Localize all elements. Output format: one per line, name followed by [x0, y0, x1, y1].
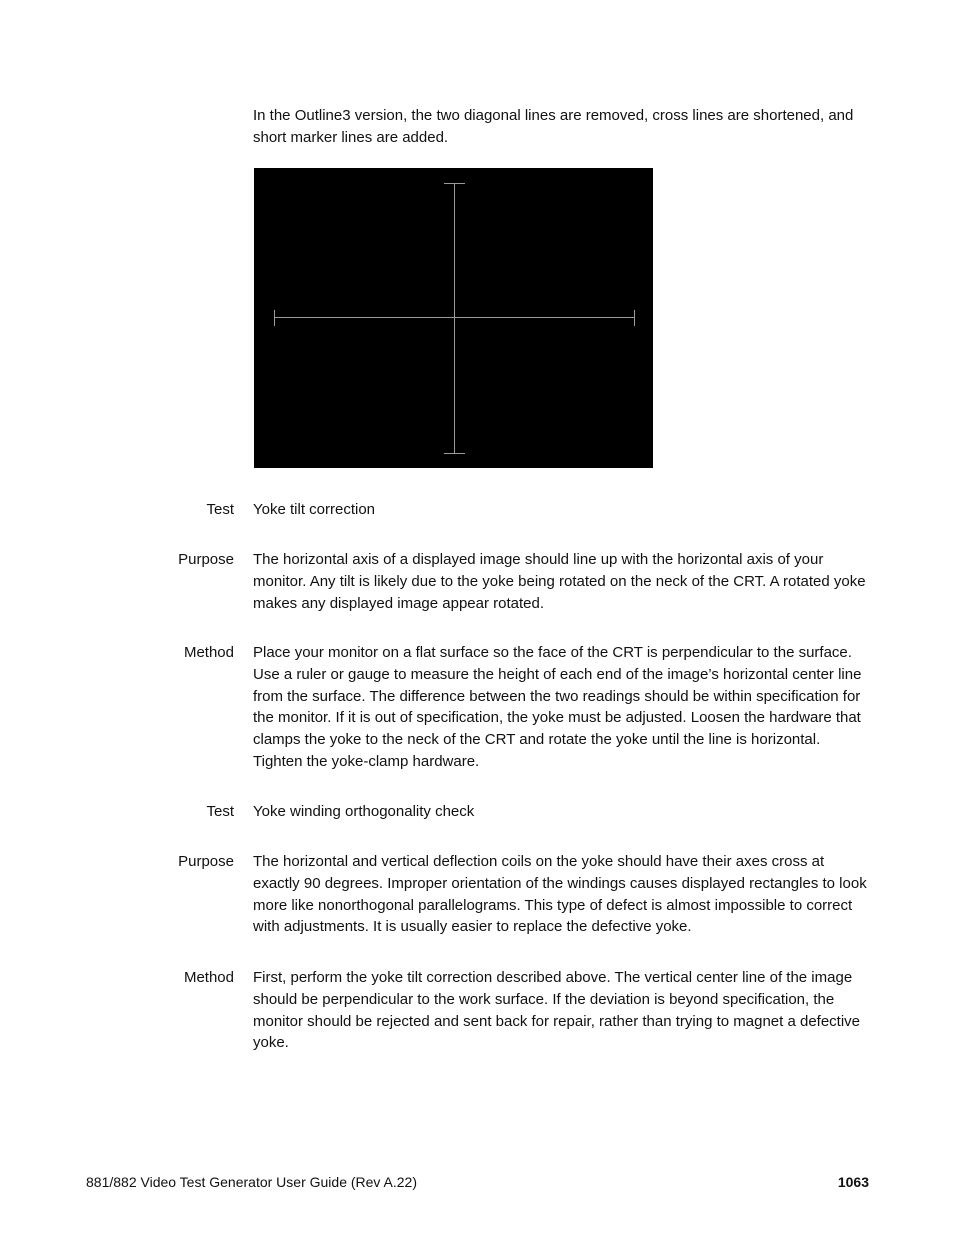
section-label: Test: [206, 803, 234, 820]
outline3-pattern-figure: [254, 168, 653, 468]
section-label: Test: [206, 501, 234, 518]
section-text: Place your monitor on a flat surface so the face of the CRT is perpendicular to the surface. Use a ruler or gauge to measure the height of each end of the image’s horizontal center line from the surface. The difference between the two readings should be within specification for the monitor. If it is out of specification, the yoke must be adjusted. Loosen the hardware that clamps the yoke to the neck of the CRT and rotate the yoke until the line is horizontal. Tighten the yoke-clamp hardware.: [253, 644, 862, 770]
section-label: Method: [183, 969, 234, 986]
section-label: Method: [183, 644, 234, 661]
footer-document-title: 881/882 Video Test Generator User Guide (Rev A.22): [86, 1174, 418, 1190]
section-text: The horizontal axis of a displayed image should line up with the horizontal axis of your monitor. Any tilt is likely due to the yoke being rotated on the neck of the CRT. A rotated yoke makes any displayed image appear rotated.: [253, 551, 866, 612]
intro-paragraph: In the Outline3 version, the two diagonal lines are removed, cross lines are shortened, and short marker lines are added.: [253, 107, 854, 146]
footer-page-number: 1063: [837, 1174, 869, 1190]
section-text: Yoke winding orthogonality check: [253, 803, 475, 820]
section-text: Yoke tilt correction: [253, 501, 376, 518]
outline3-pattern-graphic: [254, 168, 653, 468]
section-text: First, perform the yoke tilt correction described above. The vertical center line of the image should be perpendicular to the work surface. If the deviation is beyond specification, the monitor should be rejected and sent back for repair, rather than trying to magnet a defective yoke.: [253, 969, 861, 1052]
section-text: The horizontal and vertical deflection coils on the yoke should have their axes cross at exactly 90 degrees. Improper orientation of the windings causes displayed rectangles to look more like nonorthogonal parallelograms. This type of defect is almost impossible to correct with adjustments. It is usually easier to replace the defective yoke.: [253, 853, 867, 936]
section-label: Purpose: [178, 551, 234, 568]
section-label: Purpose: [178, 853, 234, 870]
